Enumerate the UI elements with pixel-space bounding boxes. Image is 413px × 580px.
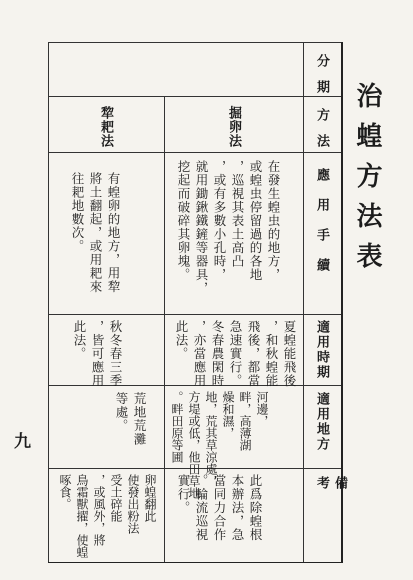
- table-rule-left: [48, 42, 49, 562]
- table-column-rule: [164, 96, 165, 562]
- row-header-remarks: 備考: [314, 476, 347, 539]
- period-text: 秋冬春三季 ，皆可應用 此法。: [72, 320, 123, 388]
- table-rule: [48, 152, 341, 153]
- remarks-text: 此爲除蝗根 本辦法，急 當同力合作 。輪流巡視 實行。: [176, 474, 263, 542]
- period-text: 夏蝗能飛後 ，和秋蝗能 飛後，都當 急速實行。 冬春農閑時 ，亦當應用 此法。: [174, 320, 297, 388]
- row-header-place: 適用地方: [314, 392, 329, 452]
- table-rule: [48, 96, 341, 97]
- method-name: 犂耙法: [98, 106, 113, 148]
- row-header-period: 適用時期: [314, 320, 329, 380]
- row-header-procedure: 應用手續: [314, 168, 329, 288]
- place-text: 河邊， 畔，高薄湖 燥和濕， 地，荒其草涼處， 方堤或低，他田草地 。畔田原等圃: [170, 391, 269, 499]
- treatment-table: [48, 42, 347, 563]
- place-text: 荒地荒灘 等處。: [114, 392, 147, 446]
- page-title: 治蝗方法表: [352, 82, 382, 282]
- method-name: 掘卵法: [226, 106, 241, 148]
- table-rule: [48, 314, 341, 315]
- procedure-text: 有蝗卵的地方，用犂 將土翻起，或用耙來 往耙地數次。: [70, 172, 121, 294]
- row-header-phase: 分期: [314, 54, 329, 106]
- row-header-method: 方法: [314, 108, 329, 160]
- table-rule-top: [48, 42, 341, 43]
- remarks-text: 卵蝗翻此 使發出粉法 受土碎能 ，或風外，將 鳥霜獸擢，使蝗 啄食。: [58, 474, 157, 558]
- procedure-text: 在發生蝗虫的地方， 或蝗虫停留過的各地 ，巡視其表土高凸 ，或有多數小孔時， 就用鋤鍬鐵鏟等器具， 挖起而破碎其卵塊。: [176, 160, 281, 295]
- page-number: 九: [14, 432, 31, 452]
- table-header-rule: [303, 42, 304, 562]
